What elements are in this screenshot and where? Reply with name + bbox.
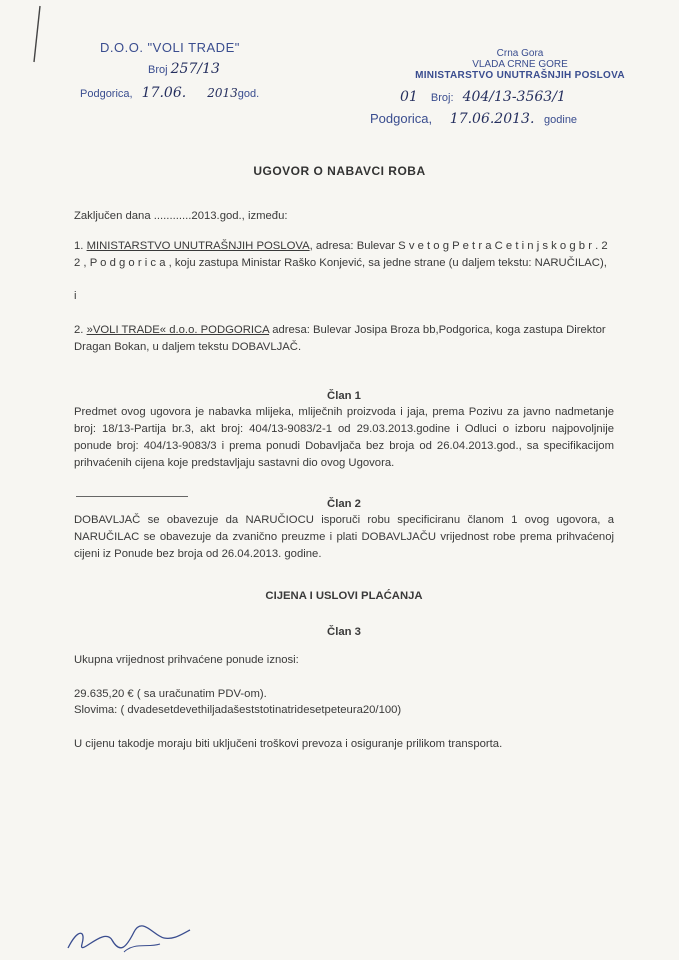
party-1-number: 1. (74, 240, 84, 252)
stamp-government: VLADA CRNE GORE (472, 59, 568, 70)
stamp-broj-label-right: Broj: (430, 92, 454, 104)
stamp-year: 2013 (207, 86, 238, 100)
stamp-city-right: Podgorica, (370, 111, 433, 126)
article-1-title: Član 1 (327, 390, 361, 402)
article-3-value-line: Ukupna vrijednost prihvaćene ponude iznosi: (74, 654, 299, 666)
stamp-org-code: 01 (400, 89, 418, 105)
article-1-text: Predmet ovog ugovora je nabavka mlijeka, mliječnih proizvoda i jaja, prema Pozivu za javno nadmetanje broj: 18/13-Partija br.3, akt broj: 404/13-9083/2-1 od 29.03.2013.godine i Odluci o izboru najpovoljnije ponude broj: 404/13-9083/3 i prema ponudi Dobavljača bez broja od 26.04.2013.god., sa specifikacijom prihvaćenih cijena koje predstavljaju sastavni dio ovog Ugovora. (74, 406, 614, 469)
margin-pen-mark (28, 4, 48, 64)
party-1 (74, 238, 614, 272)
intro-line: Zaključen dana ............2013.god., između: (74, 210, 288, 222)
stamp-date-right: 17.06.2013. (449, 111, 535, 127)
article-3-title: Član 3 (327, 626, 361, 638)
stamp-broj-value-right: 404/13-3563/1 (462, 89, 566, 105)
party-1-name: MINISTARSTVO UNUTRAŠNJIH POSLOVA (86, 240, 310, 252)
stamp-company-name: D.O.O. "VOLI TRADE" (100, 40, 240, 55)
party-1-details: , adresa: Bulevar S v e t o g P e t r a C e t i n j s k o g b r . 2 2 , P o d g o r i c a , koju zastupa Ministar Raško Konjević, sa jedne strane (u daljem tekstu: NARUČILAC), (74, 240, 608, 269)
article-3-amount: 29.635,20 € ( sa uračunatim PDV-om). (74, 688, 267, 700)
party-2-details: adresa: Bulevar Josipa Broza bb,Podgorica, koga zastupa Direktor Dragan Bokan, u daljem tekstu DOBAVLJAČ. (74, 324, 606, 353)
article-3-amount-words: Slovima: ( dvadesetdevethiljadašeststotinatridesetpeteura20/100) (74, 704, 402, 716)
stamp-godine: godine (544, 114, 578, 126)
party-2-name: »VOLI TRADE« d.o.o. PODGORICA (86, 324, 270, 336)
party-2 (74, 322, 614, 356)
and-conjunction: i (74, 290, 77, 302)
document-title: UGOVOR O NABAVCI ROBA (253, 164, 426, 178)
article-3-transport: U cijenu takodje moraju biti uključeni troškovi prevoza i osiguranje prilikom transporta. (74, 738, 503, 750)
ministry-stamp (370, 48, 670, 127)
stamp-date: 17.06. (141, 85, 187, 101)
party-2-number: 2. (74, 324, 84, 336)
stamp-broj-value: 257/13 (170, 61, 220, 77)
signature-mark (64, 918, 194, 958)
article-2-title: Član 2 (327, 498, 361, 510)
article-2-text: DOBAVLJAČ se obavezuje da NARUČIOCU isporuči robu specificiranu članom 1 ovog ugovora, a NARUČILAC se obavezuje da zvanično preuzme i plati DOBAVLJAČU vrijednost robe prema prihvaćenoj cijeni iz Ponude bez broja od 26.04.2013. godine. (74, 514, 614, 560)
company-stamp (80, 40, 280, 101)
stamp-country: Crna Gora (496, 48, 544, 59)
stamp-god: god. (237, 88, 260, 100)
section-heading: CIJENA I USLOVI PLAĆANJA (265, 590, 423, 602)
stamp-ministry: MINISTARSTVO UNUTRAŠNJIH POSLOVA (415, 70, 625, 81)
stamp-city: Podgorica, (80, 88, 133, 100)
stamp-broj-label: Broj (148, 64, 168, 76)
